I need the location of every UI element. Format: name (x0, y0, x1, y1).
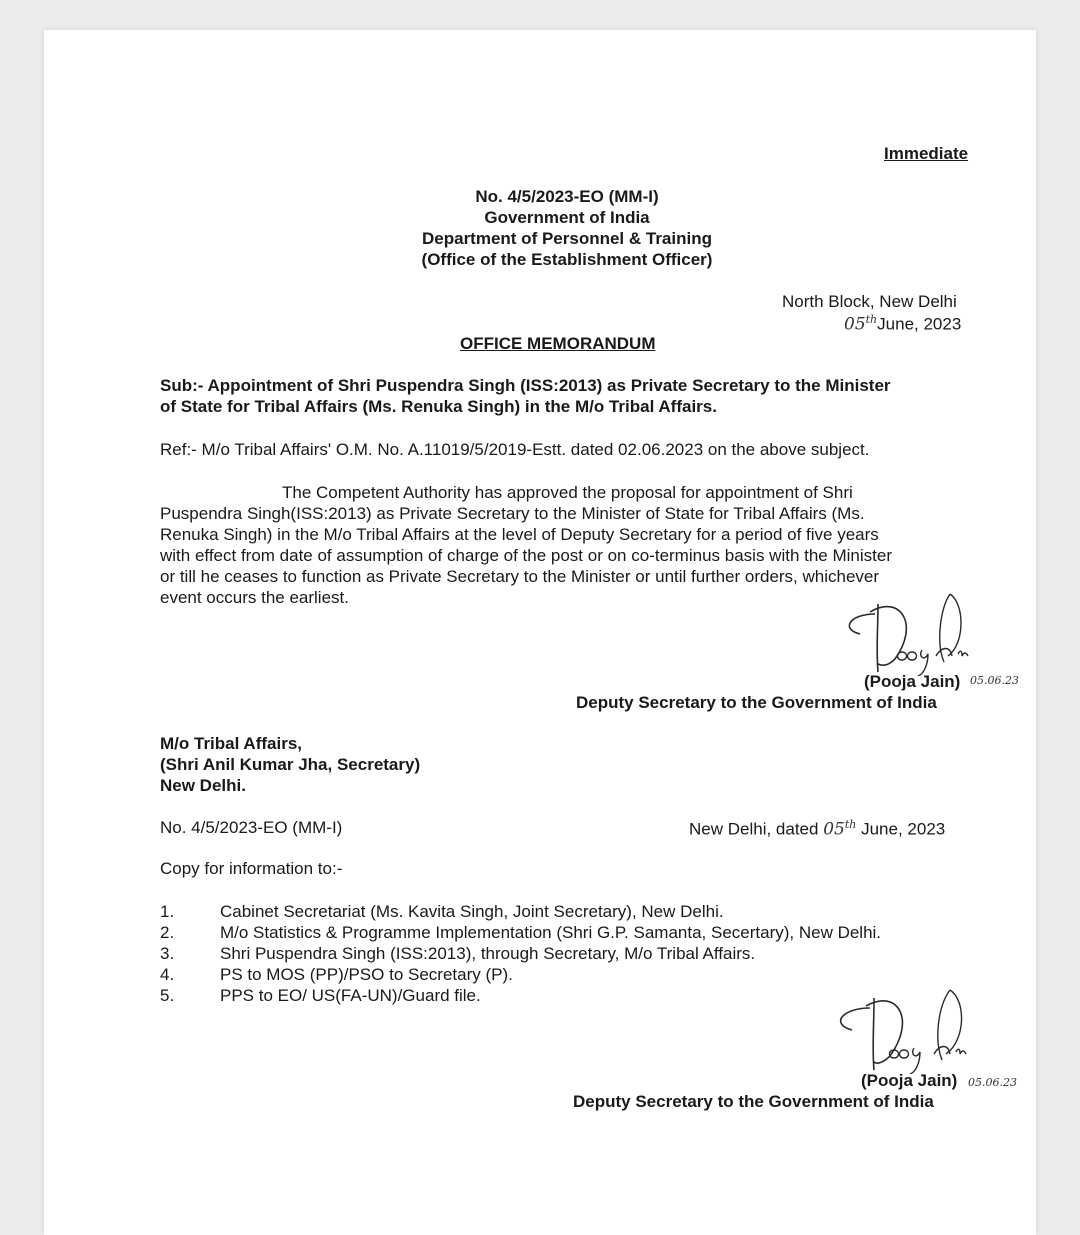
signature-date-2: 05.06.23 (968, 1076, 1017, 1089)
addressee-line-1: M/o Tribal Affairs, (160, 734, 303, 753)
body-line: Puspendra Singh(ISS:2013) as Private Secretary to the Minister of State for Tribal Affairs (Ms. (160, 504, 865, 523)
government-line: Government of India (484, 208, 650, 227)
copy-label: Copy for information to:- (160, 859, 343, 878)
body-line: with effect from date of assumption of charge of the post or on co-terminus basis with the Minister (160, 546, 892, 565)
priority-label: Immediate (884, 144, 969, 163)
signatory-name-1: (Pooja Jain) (864, 672, 961, 691)
file-number: No. 4/5/2023-EO (MM-I) (475, 187, 659, 206)
signatory-designation-2: Deputy Secretary to the Government of India (573, 1092, 934, 1111)
list-item: 2. M/o Statistics & Programme Implementation (Shri G.P. Samanta, Secertary), New Delhi. (160, 923, 882, 942)
handwritten-suffix: th (865, 313, 878, 326)
copy-date-prefix: New Delhi, dated (689, 819, 819, 839)
body-line: event occurs the earliest. (160, 588, 349, 607)
signatory-name-2: (Pooja Jain) (861, 1071, 958, 1090)
place-line: North Block, New Delhi (782, 292, 957, 311)
body-line: The Competent Authority has approved the proposal for appointment of Shri (282, 483, 853, 502)
signatory-designation-1: Deputy Secretary to the Government of India (576, 693, 937, 712)
copy-date (689, 818, 945, 840)
office-line: (Office of the Establishment Officer) (421, 250, 713, 269)
body-line: or till he ceases to function as Private Secretary to the Minister or until further orders, whichever (160, 567, 880, 586)
handwritten-day: 05 (844, 314, 866, 335)
list-item: 4. PS to MOS (PP)/PSO to Secretary (P). (160, 965, 513, 984)
date-rest: June, 2023 (877, 314, 962, 334)
memo-title: OFFICE MEMORANDUM (460, 334, 656, 353)
addressee-line-2: (Shri Anil Kumar Jha, Secretary) (160, 755, 421, 774)
handwritten-signature-1 (840, 584, 980, 676)
handwritten-day: 05 (823, 819, 845, 840)
list-item: 3. Shri Puspendra Singh (ISS:2013), through Secretary, M/o Tribal Affairs. (160, 944, 756, 963)
list-item: 5. PPS to EO/ US(FA-UN)/Guard file. (160, 986, 481, 1005)
handwritten-signature-2 (830, 978, 980, 1074)
body-line: Renuka Singh) in the M/o Tribal Affairs at the level of Deputy Secretary for a period of five years (160, 525, 879, 544)
subject-line-1: Sub:- Appointment of Shri Puspendra Singh (ISS:2013) as Private Secretary to the Minister (160, 376, 891, 395)
copy-file-number: No. 4/5/2023-EO (MM-I) (160, 818, 343, 837)
addressee-line-3: New Delhi. (160, 776, 246, 795)
reference-line: Ref:- M/o Tribal Affairs' O.M. No. A.11019/5/2019-Estt. dated 02.06.2023 on the above subject. (160, 440, 870, 459)
subject-line-2: of State for Tribal Affairs (Ms. Renuka Singh) in the M/o Tribal Affairs. (160, 397, 717, 416)
memo-date (844, 313, 961, 335)
list-item: 1. Cabinet Secretariat (Ms. Kavita Singh, Joint Secretary), New Delhi. (160, 902, 724, 921)
department-line: Department of Personnel & Training (422, 229, 712, 248)
handwritten-suffix: th (844, 818, 857, 831)
signature-date-1: 05.06.23 (970, 674, 1019, 687)
copy-date-rest: June, 2023 (861, 819, 946, 839)
